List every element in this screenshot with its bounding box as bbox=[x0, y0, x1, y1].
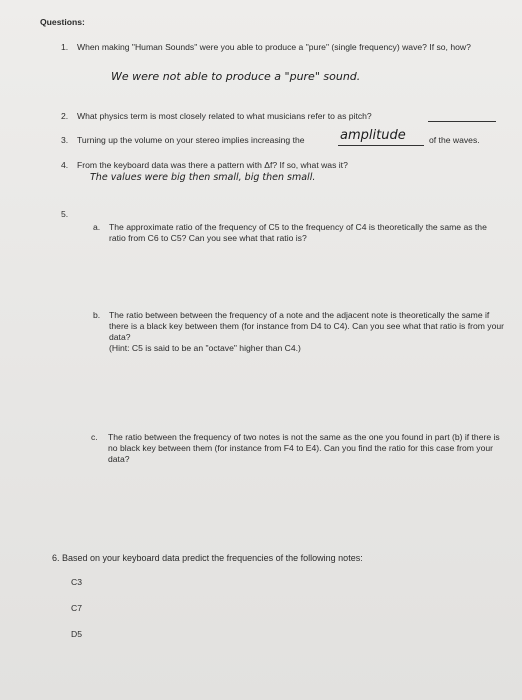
q4-text: From the keyboard data was there a pattern with Δf? If so, what was it? bbox=[77, 160, 348, 170]
q3-handwritten-answer: amplitude bbox=[340, 128, 406, 143]
q6-note-d5: D5 bbox=[71, 629, 82, 639]
questions-header: Questions: bbox=[40, 17, 85, 27]
q6-note-c3: C3 bbox=[71, 577, 82, 587]
q5b-hint: (Hint: C5 is said to be an "octave" higher than C4.) bbox=[109, 343, 301, 353]
q6-note-c7: C7 bbox=[71, 603, 82, 613]
q5c-label: c. bbox=[91, 432, 98, 442]
q4-handwritten-answer: The values were big then small, big then small. bbox=[90, 172, 316, 183]
q5a-text: The approximate ratio of the frequency of C5 to the frequency of C4 is theoretically the same as the ratio from C6 to C5? Can you see what that ratio is? bbox=[109, 222, 487, 243]
q5-number: 5. bbox=[61, 209, 69, 219]
q3-answer-blank bbox=[338, 145, 424, 146]
q5b-text: The ratio between between the frequency of a note and the adjacent note is theoretically the same if there is a black key between them (for instance from D4 to C4). Can you see what that ratio is from your data? bbox=[109, 310, 505, 342]
q5c-text: The ratio between the frequency of two notes is not the same as the one you found in part (b) if there is no black key between them (for instance from F4 to E4). Can you find the ratio for this case from your data? bbox=[108, 432, 500, 464]
q1-text: When making "Human Sounds" were you able to produce a "pure" (single frequency) wave? If so, how? bbox=[77, 42, 471, 52]
q3-text-before: Turning up the volume on your stereo implies increasing the bbox=[77, 135, 305, 145]
q3-text-after: of the waves. bbox=[429, 135, 480, 145]
q3-number: 3. bbox=[61, 135, 69, 145]
q5a-label: a. bbox=[93, 222, 101, 232]
q2-answer-blank bbox=[428, 121, 496, 122]
q5b-label: b. bbox=[93, 310, 101, 320]
q6-text: 6. Based on your keyboard data predict the frequencies of the following notes: bbox=[52, 553, 363, 563]
q2-number: 2. bbox=[61, 111, 69, 121]
q1-number: 1. bbox=[61, 42, 69, 52]
q2-text: What physics term is most closely related to what musicians refer to as pitch? bbox=[77, 111, 372, 121]
q1-handwritten-answer: We were not able to produce a "pure" sound. bbox=[111, 70, 361, 83]
q4-number: 4. bbox=[61, 160, 69, 170]
